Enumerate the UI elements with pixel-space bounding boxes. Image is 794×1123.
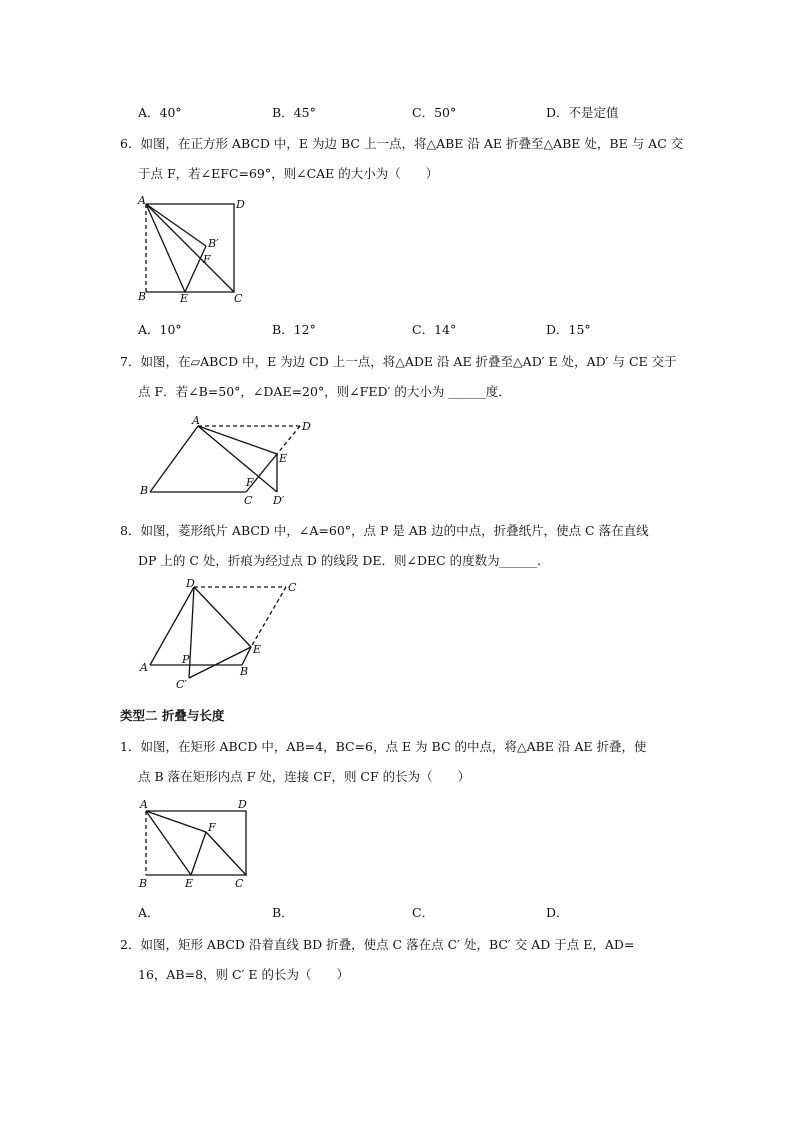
q8-label-b: B	[240, 665, 249, 678]
q8-label-c: C	[288, 581, 297, 594]
q7-question-line2: 点 F．若∠B=50°，∠DAE=20°，则∠FED′ 的大小为 ______度．	[138, 384, 511, 399]
q8-label-a: A	[140, 661, 148, 674]
s2q1-option-b: B．	[272, 905, 294, 920]
q6-question-line1: 6．如图，在正方形 ABCD 中，E 为边 BC 上一点，将△ABE 沿 AE 折叠至△ABE 处，BE 与 AC 交	[120, 136, 684, 151]
q5-option-d: D．不是定值	[546, 105, 619, 120]
q8-label-d: D	[186, 577, 195, 590]
q8-label-e: E	[253, 643, 262, 656]
q7-label-d-prime: D′	[273, 494, 285, 507]
q6-option-c: C．14°	[412, 322, 457, 337]
q6-label-c: C	[234, 292, 243, 305]
q6-option-a: A．10°	[138, 322, 182, 337]
s2q1-option-a: A．	[138, 905, 160, 920]
s2q2-question-line2: 16，AB=8，则 C′ E 的长为（ ）	[138, 967, 349, 982]
q5-option-a: A．40°	[138, 105, 182, 120]
s2q1-label-a: A	[140, 798, 148, 811]
q6-label-b: B	[138, 290, 147, 303]
s2q1-label-e: E	[185, 877, 194, 890]
q7-label-c: C	[244, 494, 253, 507]
s2q1-rectangle-solid	[146, 811, 246, 875]
q7-question-line1: 7．如图，在▱ABCD 中，E 为边 CD 上一点，将△ADE 沿 AE 折叠至△AD′ E 处，AD′ 与 CE 交于	[120, 354, 677, 369]
q6-label-f: F	[203, 253, 211, 266]
s2q1-label-d: D	[238, 798, 247, 811]
q7-label-a: A	[192, 414, 200, 427]
q5-option-b: B．45°	[272, 105, 316, 120]
q7-line-ae	[198, 426, 277, 454]
s2q1-figure	[134, 795, 264, 895]
s2q1-label-b: B	[139, 877, 148, 890]
s2q1-line-fc	[206, 832, 246, 875]
q6-option-b: B．12°	[272, 322, 316, 337]
s2q1-question-line2: 点 B 落在矩形内点 F 处，连接 CF，则 CF 的长为（ ）	[138, 769, 471, 784]
s2q1-line-ef	[191, 832, 206, 875]
s2q1-line-ae	[146, 811, 191, 875]
q7-label-e: E	[279, 452, 288, 465]
q8-question-line1: 8．如图，菱形纸片 ABCD 中，∠A=60°，点 P 是 AB 边的中点，折叠纸片，使点 C 落在直线	[120, 523, 649, 538]
q8-question-line2: DP 上的 C 处，折痕为经过点 D 的线段 DE．则∠DEC 的度数为______．	[138, 553, 550, 568]
q6-diagonal-ac	[146, 204, 234, 292]
q8-label-c-prime: C′	[176, 678, 187, 691]
s2q1-option-d: D．	[546, 905, 569, 920]
q7-figure	[134, 414, 324, 509]
q7-side-ab	[150, 426, 198, 492]
q8-label-p: P	[182, 653, 190, 666]
s2q1-line-af	[146, 811, 206, 832]
s2q1-label-c: C	[235, 877, 244, 890]
q8-side-ce-dashed	[251, 587, 286, 647]
q7-side-de-dashed	[277, 426, 300, 454]
q8-figure	[134, 575, 314, 695]
q7-label-d: D	[302, 420, 311, 433]
q8-fold-de	[194, 587, 251, 647]
q8-line-dc1	[189, 587, 194, 678]
q6-label-a: A	[138, 196, 146, 207]
s2q2-question-line1: 2．如图，矩形 ABCD 沿着直线 BD 折叠，使点 C 落在点 C′ 处，BC′ 交 AD 于点 E，AD=	[120, 937, 635, 952]
q6-label-d: D	[236, 198, 245, 211]
q7-label-b: B	[140, 484, 149, 497]
s2q1-question-line1: 1．如图，在矩形 ABCD 中，AB=4，BC=6，点 E 为 BC 的中点，将△ABE 沿 AE 折叠，使	[120, 739, 647, 754]
q6-option-d: D．15°	[546, 322, 591, 337]
q5-option-c: C．50°	[412, 105, 457, 120]
q7-label-f: F	[246, 476, 254, 489]
q6-label-b-prime: B′	[208, 237, 219, 250]
s2q1-label-f: F	[208, 821, 216, 834]
q7-line-ad1	[198, 426, 277, 492]
q6-question-line2: 于点 F，若∠EFC=69°，则∠CAE 的大小为（ ）	[138, 166, 439, 181]
q6-figure	[134, 196, 254, 306]
section-heading: 类型二 折叠与长度	[120, 708, 225, 723]
s2q1-option-c: C．	[412, 905, 435, 920]
q6-label-e: E	[180, 292, 189, 305]
